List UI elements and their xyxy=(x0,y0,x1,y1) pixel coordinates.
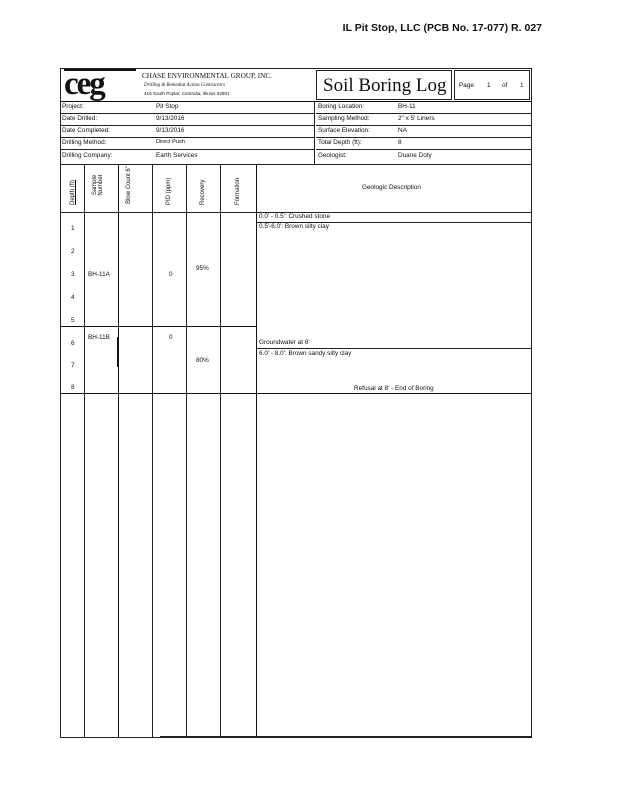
col-divider-1 xyxy=(84,164,85,738)
info-top-rule xyxy=(60,101,532,102)
recovery-header: Recovery xyxy=(200,179,206,205)
depth-5: 5 xyxy=(71,317,75,324)
description-1: 0.5'-6.0': Brown silty clay xyxy=(259,223,329,230)
drilling-company-value: Earth Services xyxy=(156,152,198,159)
description-0: 0.0' - 0.5': Crushed stone xyxy=(259,213,331,220)
info-rule-r1 xyxy=(316,113,532,114)
sample-boundary-8ft xyxy=(60,393,532,394)
surface-elevation-label: Surface Elevation: xyxy=(318,127,370,134)
footer-rule xyxy=(160,736,532,737)
sample-boundary-5ft xyxy=(60,326,256,327)
col-divider-5 xyxy=(220,164,221,738)
info-rule-r3 xyxy=(316,137,532,138)
total-depth-label: Total Depth (ft): xyxy=(318,139,362,146)
groundwater-rule xyxy=(256,348,532,349)
page-title: Soil Boring Log xyxy=(323,75,447,96)
description-3: 6.0' - 8.0': Brown sandy silty clay xyxy=(259,350,352,357)
company-logo: ceg xyxy=(64,66,104,102)
info-rule-1 xyxy=(60,113,314,114)
total-depth-value: 8 xyxy=(398,139,402,146)
info-divider xyxy=(314,101,315,164)
info-rule-r4 xyxy=(316,149,532,150)
pid-value-b: 0 xyxy=(169,334,173,341)
col-divider-2 xyxy=(118,164,119,738)
sampling-method-label: Sampling Method: xyxy=(318,115,370,122)
boring-location-value: BH-11 xyxy=(398,103,416,110)
sampling-method-value: 2" x 5' Liners xyxy=(398,115,435,122)
info-rule-2 xyxy=(60,125,314,126)
depth-3: 3 xyxy=(71,271,75,278)
depth-7: 7 xyxy=(71,362,75,369)
description-2: Groundwater at 6' xyxy=(259,339,310,346)
drilling-company-label: Drilling Company: xyxy=(62,152,113,159)
formation-header: Formation xyxy=(235,177,241,205)
date-drilled-value: 9/13/2016 xyxy=(156,115,185,122)
drilling-method-value: Direct Push xyxy=(156,139,185,145)
sample-marker xyxy=(117,337,118,367)
depth-2: 2 xyxy=(71,248,75,255)
recovery-value-a: 95% xyxy=(196,265,209,272)
geologist-value: Duane Doty xyxy=(398,152,432,159)
depth-4: 4 xyxy=(71,294,75,301)
sample-number-a: BH-11A xyxy=(88,271,110,278)
company-tagline: Drilling & Remedial Action Contractors xyxy=(144,83,226,88)
company-address: 416 South Poplar, Centralia, Illinois 62801 xyxy=(144,91,230,96)
date-drilled-label: Date Drilled: xyxy=(62,115,98,122)
drilling-method-label: Drilling Method: xyxy=(62,139,107,146)
company-name: CHASE ENVIRONMENTAL GROUP, INC. xyxy=(142,72,272,80)
project-label: Project: xyxy=(62,103,84,110)
depth-8: 8 xyxy=(71,384,75,391)
description-header: Geologic Description xyxy=(362,184,421,191)
sample-number-b: BH-11B xyxy=(88,334,110,341)
geologist-label: Geologist: xyxy=(318,152,347,159)
col-divider-4 xyxy=(186,164,187,738)
date-completed-label: Date Completed: xyxy=(62,127,110,134)
depth-6: 6 xyxy=(71,340,75,347)
description-4: Refusal at 8' - End of Boring xyxy=(354,385,434,392)
page-label: Page xyxy=(459,82,474,89)
pid-header: PID (ppm) xyxy=(166,177,172,205)
sample-header: Sample Number xyxy=(92,174,104,196)
depth-header: Depth (ft) xyxy=(70,179,76,205)
project-value: Pit Stop xyxy=(156,103,179,110)
blow-count-header: Blow Count 6" xyxy=(126,166,132,204)
boring-location-label: Boring Location: xyxy=(318,103,365,110)
recovery-value-b: 80% xyxy=(196,357,209,364)
page-total: 1 xyxy=(520,82,524,89)
date-completed-value: 9/13/2016 xyxy=(156,127,185,134)
pid-value-a: 0 xyxy=(169,271,173,278)
document-reference: IL Pit Stop, LLC (PCB No. 17-077) R. 027 xyxy=(342,22,542,34)
col-divider-3 xyxy=(152,164,153,738)
col-divider-6 xyxy=(256,164,257,738)
page-of: of xyxy=(502,82,508,89)
info-rule-r2 xyxy=(316,125,532,126)
info-rule-3 xyxy=(60,137,314,138)
page-current: 1 xyxy=(487,82,491,89)
depth-1: 1 xyxy=(71,225,75,232)
surface-elevation-value: NA xyxy=(398,127,407,134)
info-rule-4 xyxy=(60,149,314,150)
